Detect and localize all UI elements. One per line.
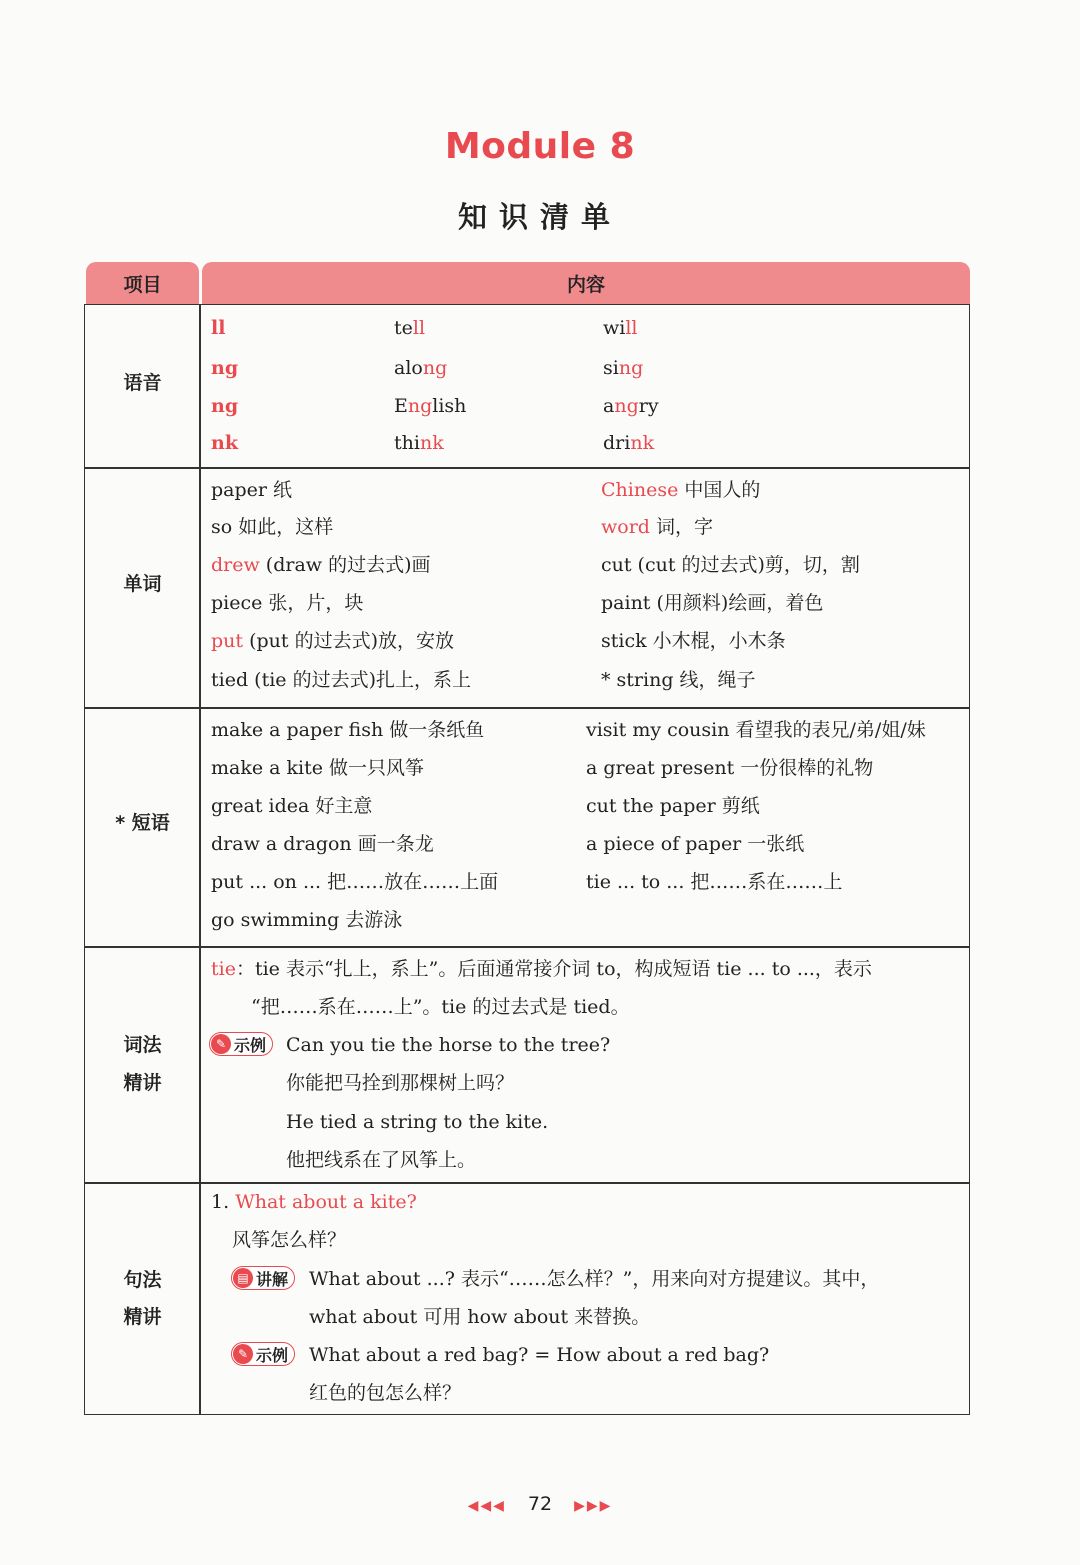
word-en: so [211, 516, 233, 538]
word-cn: 张，片，块 [262, 592, 364, 614]
row-divider [84, 707, 970, 709]
word-entry [211, 553, 431, 577]
example-badge [231, 1342, 295, 1366]
phrase-entry: great idea 好主意 [211, 795, 373, 817]
word-entry [601, 591, 823, 615]
row-label-words: 单词 [123, 573, 162, 595]
header-content: 内容 [202, 262, 970, 304]
word-cn: 词，字 [649, 516, 713, 538]
phrase-entry: draw a dragon 画一条龙 [211, 833, 434, 855]
word-en: * string [601, 669, 674, 691]
phonics-sound: ll [211, 317, 226, 339]
row-label-vocab-1: 词法 [123, 1034, 162, 1056]
phonics-word-part: te [394, 317, 413, 339]
syntax-example-cn: 红色的包怎么样？ [309, 1382, 462, 1404]
phonics-word [603, 316, 638, 340]
vocab-example-1-cn: 你能把马拴到那棵树上吗？ [286, 1072, 515, 1094]
row-divider [84, 1182, 970, 1184]
syntax-explain-2: what about 可用 how about 来替换。 [309, 1306, 651, 1328]
phrase-entry: make a kite 做一只风筝 [211, 757, 425, 779]
word-en: piece [211, 592, 263, 614]
phonics-word [603, 431, 654, 455]
pencil-icon: ✎ [211, 1034, 231, 1054]
example-badge [209, 1032, 273, 1056]
explain-badge-label: 讲解 [256, 1269, 289, 1289]
word-en: word [601, 516, 650, 538]
word-cn: 小木棍，小木条 [646, 630, 786, 652]
syntax-explain-1: What about ...? 表示“……怎么样？”，用来向对方提建议。其中， [309, 1268, 880, 1290]
phonics-word-part: nk [630, 432, 655, 454]
phonics-word-part: a [603, 395, 615, 417]
word-cn: 中国人的 [678, 479, 761, 501]
phonics-word [394, 394, 466, 418]
phonics-word [394, 316, 425, 340]
page-footer [0, 1493, 1080, 1515]
word-en: put [211, 630, 244, 652]
phonics-word-part: lish [432, 395, 467, 417]
word-en: stick [601, 630, 647, 652]
word-en: paper [211, 479, 267, 501]
phrase-entry: visit my cousin 看望我的表兄/弟/姐/妹 [586, 719, 926, 741]
vocab-term: tie [211, 958, 236, 980]
word-cn: (tie 的过去式)扎上，系上 [248, 669, 471, 691]
phonics-word-part: dri [603, 432, 631, 454]
word-cn: (draw 的过去式)画 [259, 554, 431, 576]
vocab-example-2-cn: 他把线系在了风筝上。 [286, 1149, 477, 1171]
syntax-number: 1. [211, 1191, 230, 1213]
word-cn: 纸 [266, 479, 293, 501]
word-cn: (cut 的过去式)剪，切，割 [631, 554, 860, 576]
page-number: 72 [527, 1493, 553, 1515]
book-icon: ▤ [233, 1268, 253, 1288]
syntax-sentence-cn: 风筝怎么样？ [232, 1229, 347, 1251]
row-label-vocab-2: 精讲 [123, 1072, 162, 1094]
word-entry [211, 629, 454, 653]
module-title: Module 8 [444, 126, 636, 167]
phonics-word-part: ry [638, 395, 659, 417]
phonics-word-part: si [603, 357, 619, 379]
word-en: drew [211, 554, 260, 576]
phrase-entry: make a paper fish 做一条纸鱼 [211, 719, 485, 741]
section-subtitle: 知识清单 [457, 200, 622, 234]
phonics-word-part: thi [394, 432, 420, 454]
syntax-sentence: What about a kite? [235, 1191, 417, 1213]
phrase-entry: cut the paper 剪纸 [586, 795, 760, 817]
phonics-word-part: ng [614, 395, 639, 417]
phrase-entry: a piece of paper 一张纸 [586, 833, 805, 855]
phrase-entry: put ... on ... 把……放在……上面 [211, 871, 499, 893]
phonics-word-part: ll [412, 317, 426, 339]
word-entry [211, 591, 363, 615]
phonics-word-part: nk [419, 432, 444, 454]
knowledge-table [84, 304, 970, 1415]
example-badge-label: 示例 [256, 1345, 289, 1365]
word-entry [601, 629, 786, 653]
row-label-syntax-2: 精讲 [123, 1306, 162, 1328]
word-entry [601, 553, 860, 577]
vocab-expl-1: ：tie 表示“扎上，系上”。后面通常接介词 to，构成短语 tie ... to ...，表示 [235, 958, 872, 980]
row-label-phrases: * 短语 [115, 812, 170, 834]
word-entry [601, 478, 760, 502]
word-en: tied [211, 669, 249, 691]
phonics-word [394, 356, 447, 380]
word-cn: (用颜料)绘画，着色 [650, 592, 824, 614]
row-label-phonics: 语音 [123, 372, 162, 394]
vocab-example-2: He tied a string to the kite. [286, 1111, 549, 1133]
word-en: Chinese [601, 479, 679, 501]
phrase-entry: a great present 一份很棒的礼物 [586, 757, 874, 779]
word-cn: (put 的过去式)放，安放 [243, 630, 454, 652]
vocab-explanation-line2: “把……系在……上”。tie 的过去式是 tied。 [251, 996, 630, 1018]
explain-badge [231, 1266, 295, 1290]
phonics-word-part: ng [407, 395, 433, 417]
phonics-word [603, 356, 643, 380]
word-entry [211, 478, 292, 502]
word-entry [211, 668, 471, 692]
example-badge-label: 示例 [234, 1035, 267, 1055]
phonics-word-part: E [394, 395, 408, 417]
syntax-example: What about a red bag? = How about a red bag? [309, 1344, 770, 1366]
word-cn: 线，绳子 [673, 669, 756, 691]
word-cn: 如此，这样 [232, 516, 334, 538]
word-en: cut [601, 554, 632, 576]
phonics-sound: ng [211, 357, 239, 379]
phonics-sound: ng [211, 395, 239, 417]
phonics-word [603, 394, 659, 418]
pencil-icon: ✎ [233, 1344, 253, 1364]
phrase-entry: go swimming 去游泳 [211, 909, 403, 931]
phonics-word-part: ng [422, 357, 448, 379]
row-divider [84, 467, 970, 469]
phonics-word-part: wi [603, 317, 626, 339]
word-entry [601, 515, 713, 539]
word-entry [211, 515, 333, 539]
vocab-example-1: Can you tie the horse to the tree? [286, 1034, 611, 1056]
word-en: paint [601, 592, 651, 614]
phonics-sound: nk [211, 432, 238, 454]
word-entry [601, 668, 756, 692]
next-arrows-icon: ▶▶▶ [574, 1498, 613, 1514]
row-divider [84, 946, 970, 948]
column-divider [199, 304, 201, 1415]
phonics-word-part: ll [625, 317, 638, 339]
phonics-word-part: alo [394, 357, 423, 379]
vocab-explanation-line1 [211, 957, 872, 981]
phrase-entry: tie ... to ... 把……系在……上 [586, 871, 843, 893]
header-item: 项目 [86, 262, 199, 304]
prev-arrows-icon: ◀◀◀ [467, 1498, 506, 1514]
row-label-syntax-1: 句法 [123, 1269, 162, 1291]
syntax-sentence-line [211, 1190, 417, 1214]
phonics-word-part: ng [618, 357, 644, 379]
phonics-word [394, 431, 444, 455]
